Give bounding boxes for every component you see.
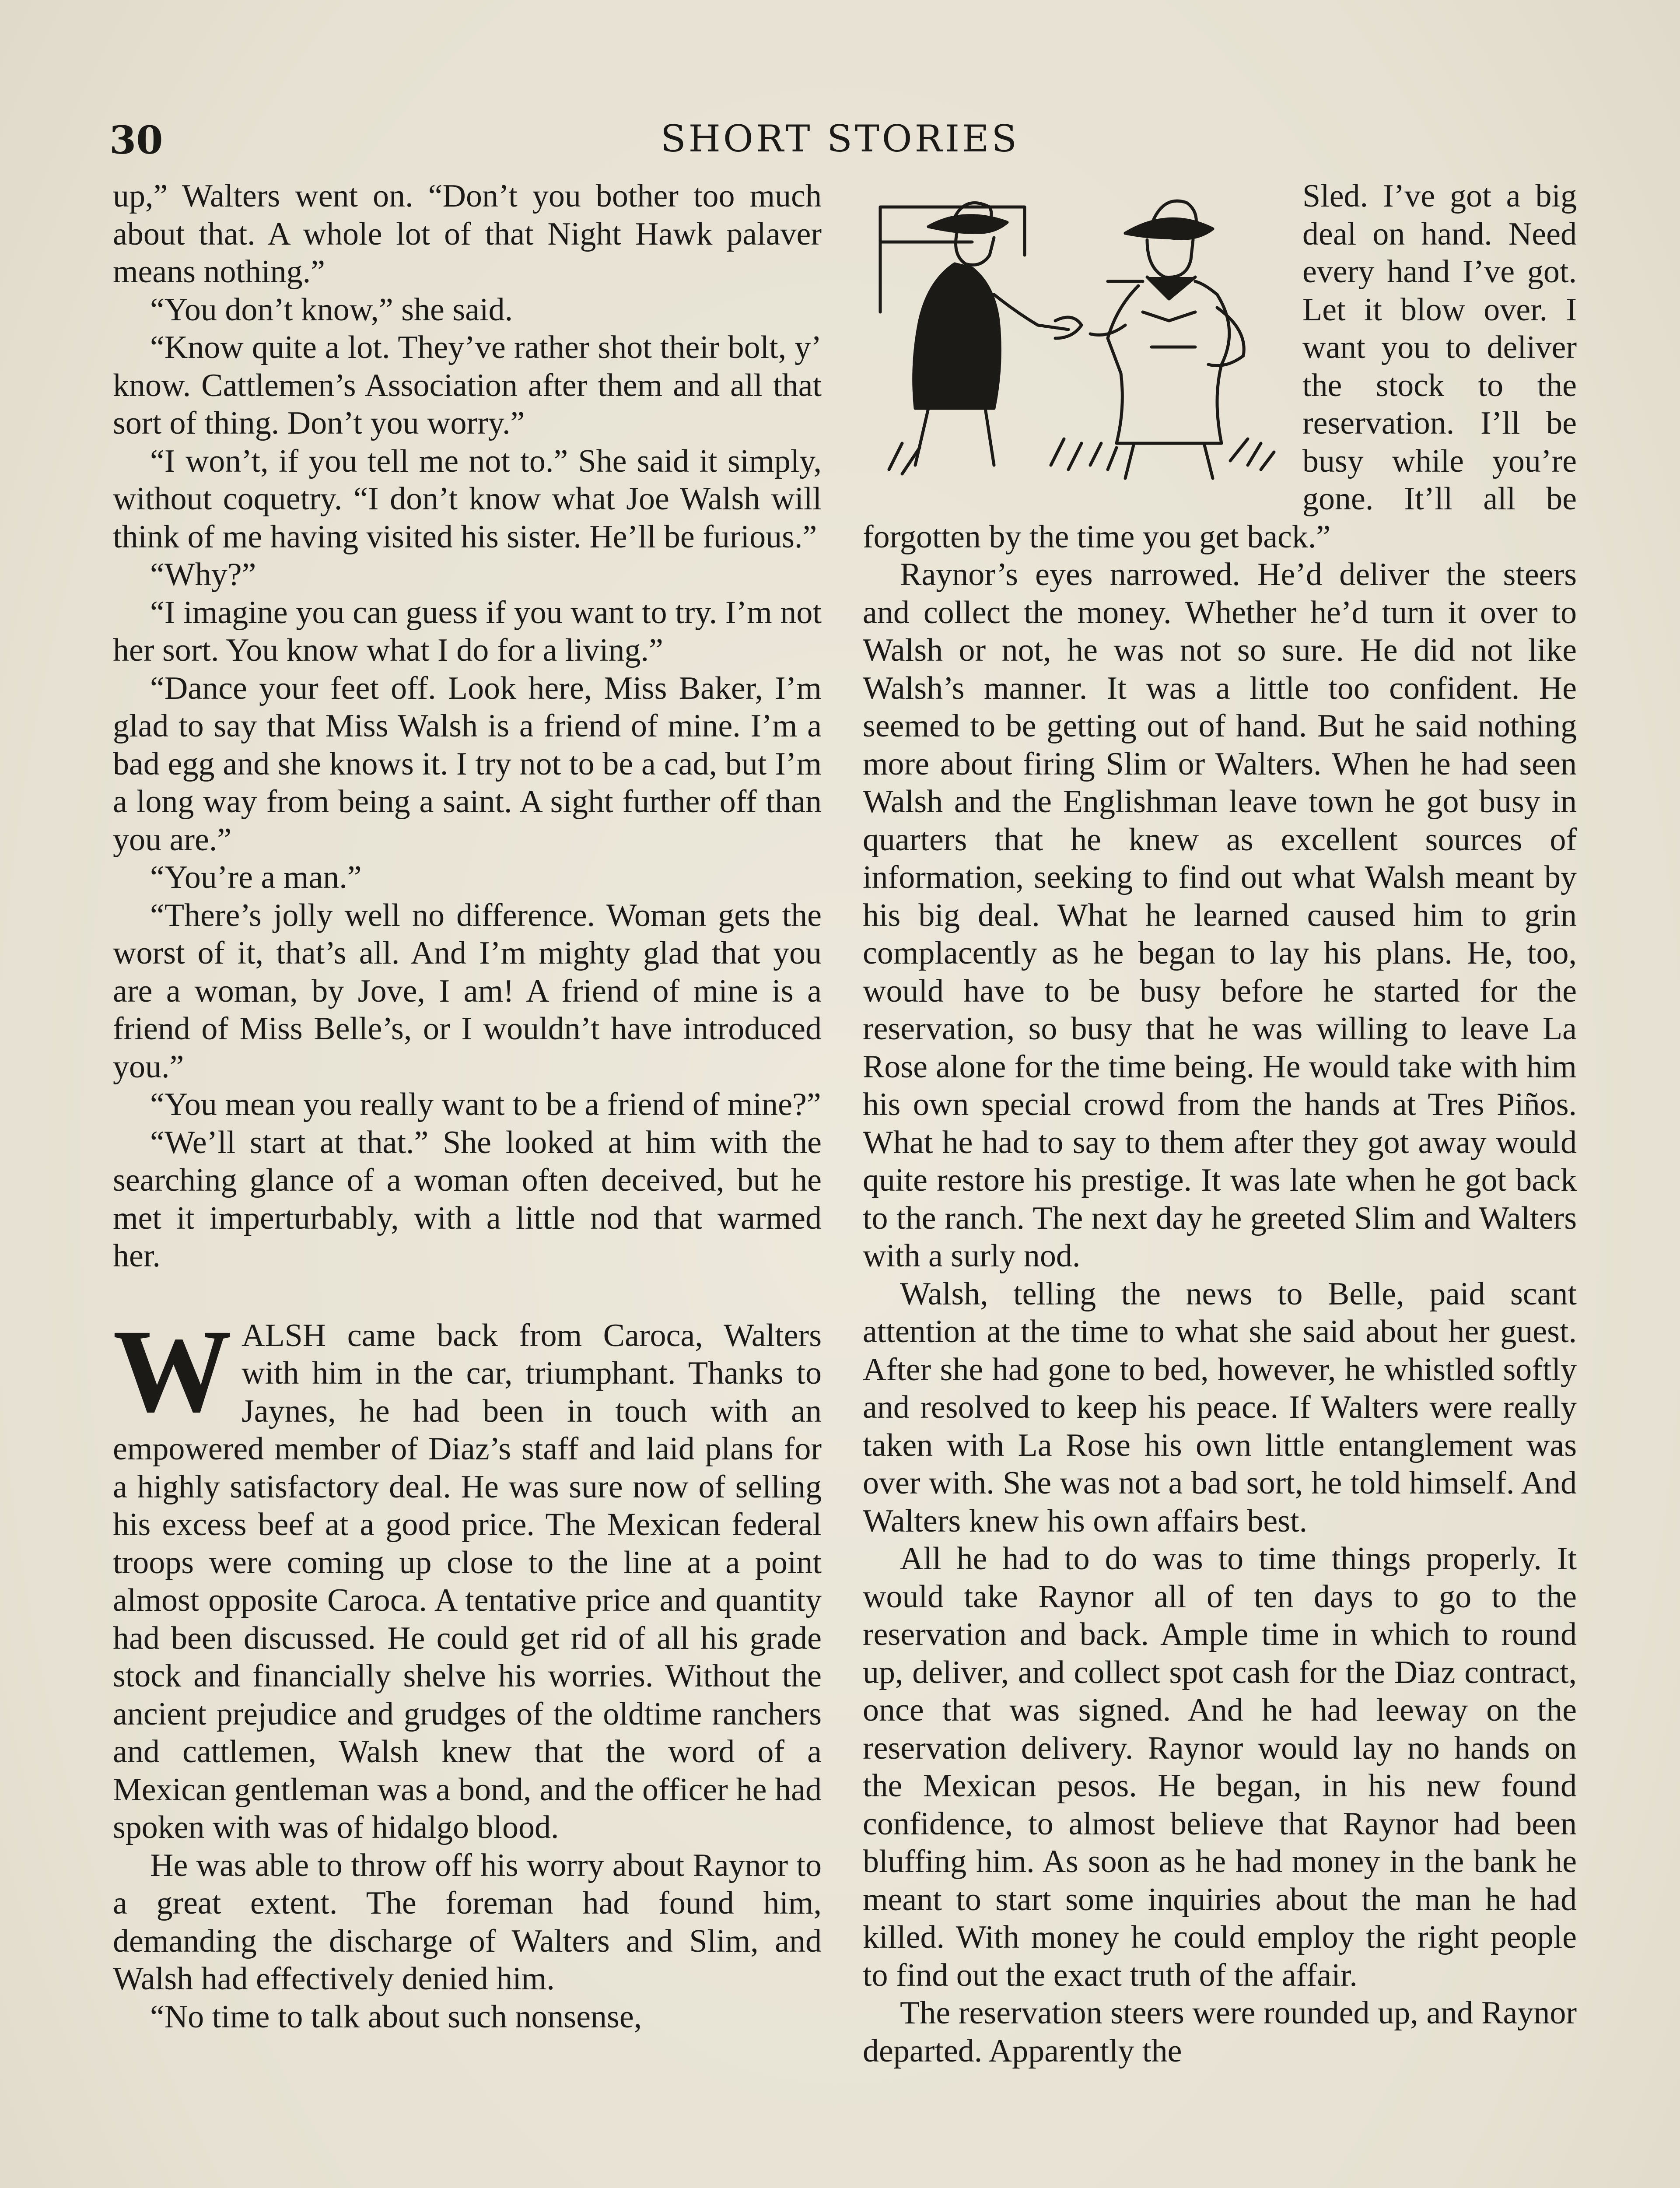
paragraph: “I won’t, if you tell me not to.” She said it simply, without coquetry. “I don’t know what Joe Walsh will think of me having visited his sister. He’ll be furious.” bbox=[113, 443, 822, 555]
left-column bbox=[113, 177, 822, 2036]
paragraph-with-illustration bbox=[863, 177, 1577, 556]
section-opening-paragraph bbox=[113, 1304, 822, 1847]
right-column bbox=[863, 177, 1577, 2070]
running-head: SHORT STORIES bbox=[661, 117, 1019, 160]
paragraph: “You’re a man.” bbox=[150, 859, 362, 895]
paragraph: “We’ll start at that.” She looked at him with the searching glance of a woman often deceived, but he met it imperturbably, with a little nod that warmed her. bbox=[113, 1124, 822, 1274]
paragraph: The reservation steers were rounded up, and Raynor departed. Apparently the bbox=[863, 1995, 1577, 2069]
paragraph: “I imagine you can guess if you want to try. I’m not her sort. You know what I do for a living.” bbox=[113, 594, 822, 668]
paragraph: Raynor’s eyes narrowed. He’d deliver the steers and collect the money. Whether he’d turn it over to Walsh or not, he was not so sure. He did not like Walsh’s manner. It was a little too confident. He seemed to be getting out of hand. But he said nothing more about firing Slim or Walters. When he had seen Walsh and the Englishman leave town he got busy in quarters that he knew as excellent sources of information, seeking to find out what Walsh meant by his big deal. What he learned caused him to grin complacently as he began to lay his plans. He, too, would have to be busy before he started for the reservation, so busy that he was willing to leave La Rose alone for the time being. He would take with him his own special crowd from the hands at Tres Piños. What he had to say to them after they got away would quite restore his prestige. It was late when he got back to the ranch. The next day he greeted Slim and Walters with a surly nod. bbox=[863, 557, 1577, 1274]
page-header bbox=[109, 117, 1571, 165]
section-first-paragraph: ALSH came back from Caroca, Walters with him in the car, triumphant. Thanks to Jaynes, he had been in touch with an empowered member of Diaz’s staff and laid plans for a highly satisfactory deal. He was sure now of selling his excess beef at a good price. The Mexican federal troops were coming up close to the line at a point almost opposite Caroca. A tentative price and quantity had been discussed. He could get rid of all his grade stock and financially shelve his worries. Without the ancient prejudice and grudges of the oldtime ranchers and cattlemen, Walsh knew that the word of a Mexican gentleman was a bond, and the officer he had spoken with was of hidalgo blood. bbox=[113, 1317, 822, 1845]
page-number: 30 bbox=[109, 117, 163, 163]
paragraph: “Why?” bbox=[150, 557, 256, 593]
right-column-opening: Sled. I’ve got a big deal on hand. Need every hand I’ve got. Let it blow over. I want you to deliver the stock to the reservation. I’ll be busy while you’re gone. It’ll all be forgotten by the time you get back.” bbox=[863, 178, 1577, 555]
drop-cap: W bbox=[113, 1304, 232, 1437]
paragraph: up,” Walters went on. “Don’t you bother too much about that. A whole lot of that Night Hawk palaver means nothing.” bbox=[113, 178, 822, 290]
paragraph: “There’s jolly well no difference. Woman gets the worst of it, that’s all. And I’m mighty glad that you are a woman, by Jove, I am! A friend of mine is a friend of Miss Belle’s, or I wouldn’t have introduced you.” bbox=[113, 897, 822, 1085]
paragraph: “Know quite a lot. They’ve rather shot their bolt, y’ know. Cattlemen’s Association after them and all that sort of thing. Don’t you worry.” bbox=[113, 330, 822, 441]
paragraph: All he had to do was to time things properly. It would take Raynor all of ten days to go to the reservation and back. Ample time in which to round up, deliver, and collect spot cash for the Diaz contract, once that was signed. And he had leeway on the reservation delivery. Raynor would lay no hands on the Mexican pesos. He began, in his new found confidence, to almost believe that Raynor had been bluffing him. As soon as he had money in the bank he meant to start some inquiries about the man he had killed. With money he could employ the right people to find out the exact truth of the affair. bbox=[863, 1541, 1577, 1993]
paragraph: “You don’t know,” she said. bbox=[150, 291, 513, 328]
two-cowboys-illustration bbox=[863, 181, 1289, 483]
paragraph: “You mean you really want to be a friend of mine?” bbox=[150, 1087, 821, 1122]
paragraph: Walsh, telling the news to Belle, paid scant attention at the time to what she said about her guest. After she had gone to bed, however, he whistled softly and resolved to keep his peace. If Walters were really taken with La Rose his own little entanglement was over with. She was not a bad sort, he told himself. And Walters knew his own affairs best. bbox=[863, 1276, 1577, 1539]
paragraph: He was able to throw off his worry about Raynor to a great extent. The foreman had found him, demanding the discharge of Walters and Slim, and Walsh had effectively denied him. bbox=[113, 1847, 822, 1997]
paragraph: “Dance your feet off. Look here, Miss Baker, I’m glad to say that Miss Walsh is a friend of mine. I’m a bad egg and she knows it. I try not to be a cad, but I’m a long way from being a saint. A sight further off than you are.” bbox=[113, 670, 822, 858]
paragraph: “No time to talk about such nonsense, bbox=[150, 1999, 642, 2035]
